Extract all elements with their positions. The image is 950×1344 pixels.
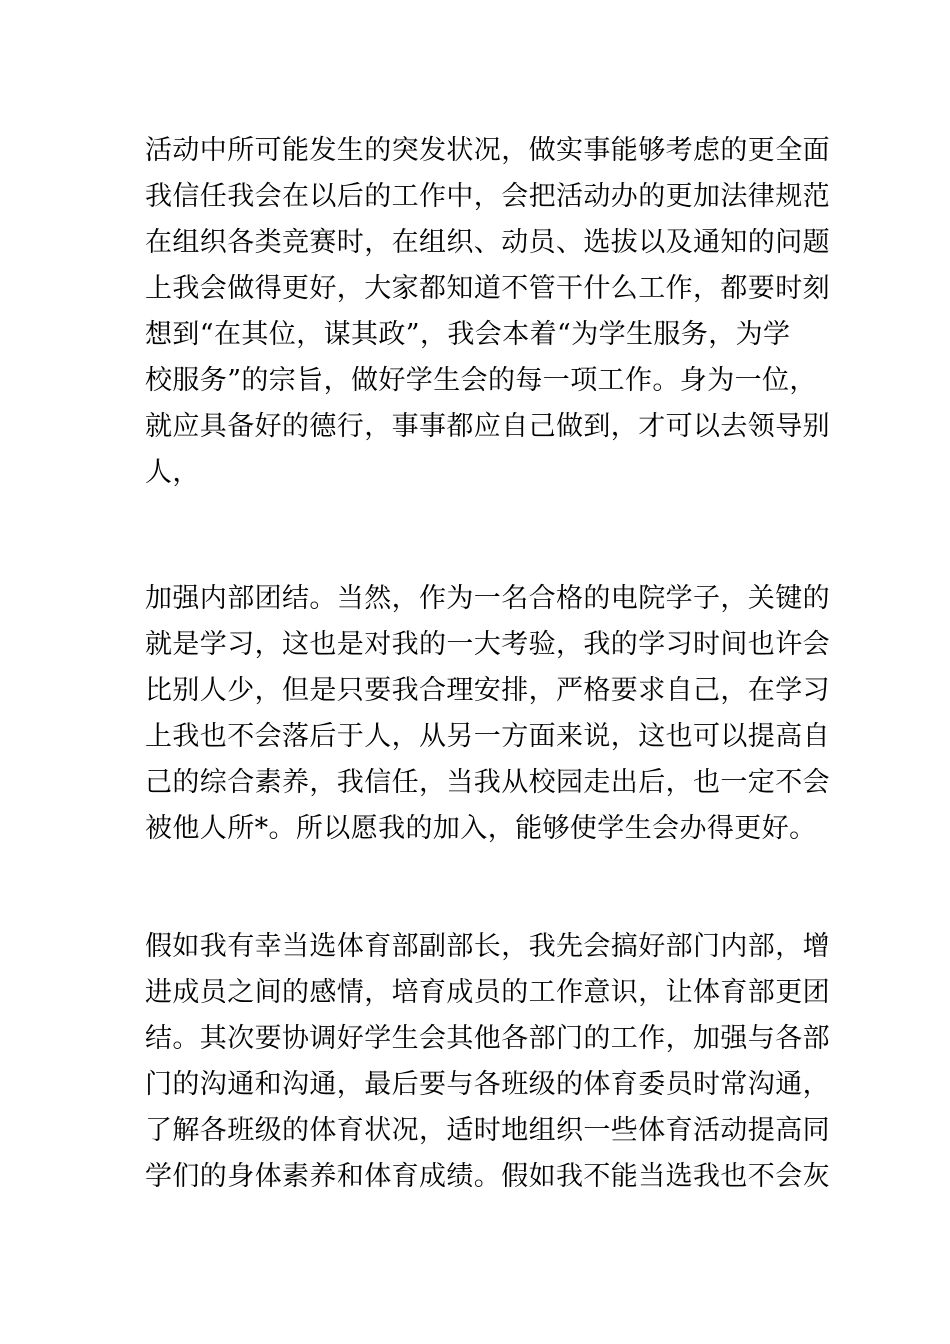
- text-line: 活动中所可能发生的突发状况，做实事能够考虑的更全面: [145, 135, 830, 166]
- text-line: 人，: [145, 457, 200, 488]
- paragraph-1: [145, 128, 830, 496]
- text-line: 假如我有幸当选体育部副部长，我先会搞好部门内部，增: [145, 931, 830, 962]
- text-line: 了解各班级的体育状况，适时地组织一些体育活动提高同: [145, 1115, 830, 1146]
- text-line: 就应具备好的德行，事事都应自己做到，才可以去领导别: [145, 411, 830, 442]
- text-line: 加强内部团结。当然，作为一名合格的电院学子，关键的: [145, 583, 830, 614]
- paragraph-2: [145, 576, 830, 852]
- text-line: 结。其次要协调好学生会其他各部门的工作，加强与各部: [145, 1023, 830, 1054]
- text-line: 我信任我会在以后的工作中，会把活动办的更加法律规范: [145, 181, 830, 212]
- text-line: 校服务”的宗旨，做好学生会的每一项工作。身为一位，: [145, 365, 817, 396]
- text-line: 己的综合素养，我信任，当我从校园走出后，也一定不会: [145, 767, 830, 798]
- paragraph-3: [145, 924, 830, 1200]
- text-line: 进成员之间的感情，培育成员的工作意识，让体育部更团: [145, 977, 830, 1008]
- text-line: 上我也不会落后于人，从另一方面来说，这也可以提高自: [145, 721, 830, 752]
- text-line: 被他人所*。所以愿我的加入，能够使学生会办得更好。: [145, 813, 817, 844]
- text-line: 想到“在其位，谋其政”，我会本着“为学生服务，为学: [145, 319, 791, 350]
- text-line: 比别人少，但是只要我合理安排，严格要求自己，在学习: [145, 675, 830, 706]
- text-line: 就是学习，这也是对我的一大考验，我的学习时间也许会: [145, 629, 830, 660]
- text-line: 门的沟通和沟通，最后要与各班级的体育委员时常沟通，: [145, 1069, 830, 1100]
- text-line: 在组织各类竞赛时，在组织、动员、选拔以及通知的问题: [145, 227, 830, 258]
- text-line: 上我会做得更好，大家都知道不管干什么工作，都要时刻: [145, 273, 830, 304]
- text-line: 学们的身体素养和体育成绩。假如我不能当选我也不会灰: [145, 1161, 830, 1192]
